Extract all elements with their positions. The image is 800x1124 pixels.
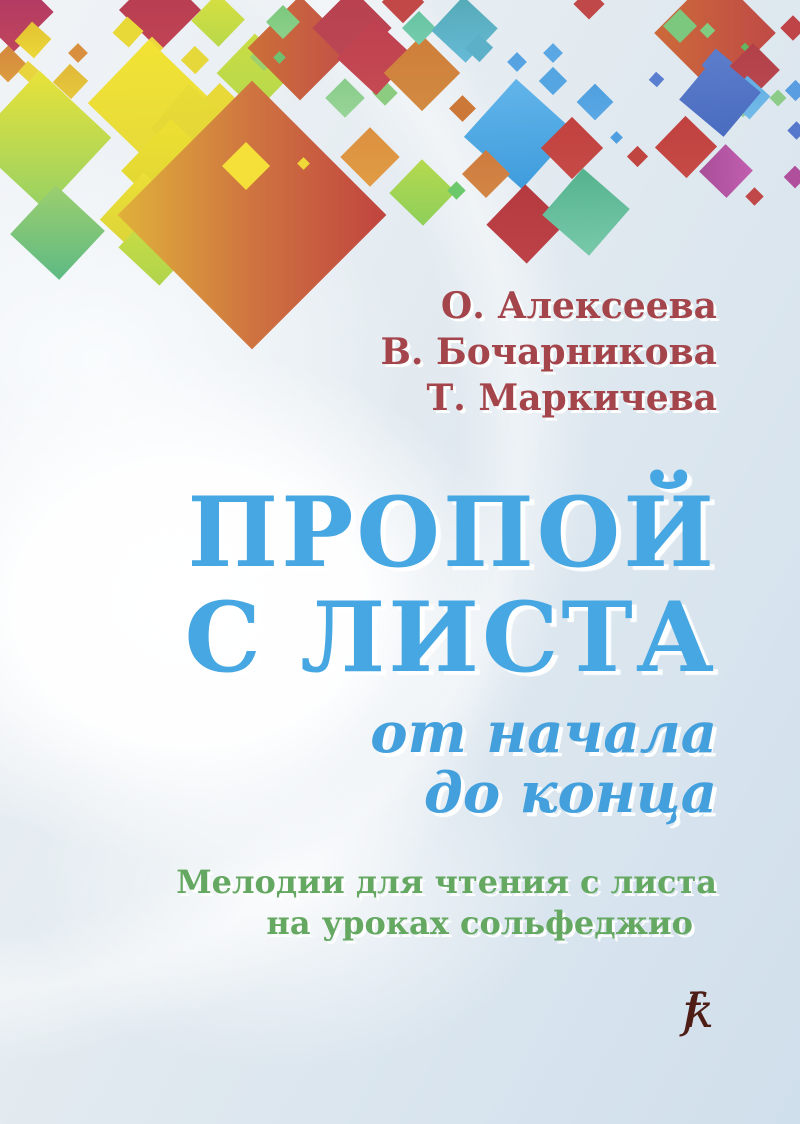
description-line-1: Мелодии для чтения с листа [176, 863, 717, 901]
decor-square [770, 90, 787, 107]
decor-square [325, 78, 365, 118]
decor-square [787, 121, 800, 139]
decor-square [542, 168, 629, 255]
decor-square [610, 131, 623, 144]
decor-square [389, 159, 455, 225]
book-description [176, 862, 717, 944]
decor-square [449, 95, 476, 122]
decor-square [507, 52, 527, 72]
title-line-1: ПРОПОЙ [187, 476, 717, 589]
author-name-2: В. Бочарникова [380, 331, 717, 373]
description-line-2: на уроках сольфеджио [266, 904, 693, 942]
decor-square [10, 185, 105, 280]
decor-square [539, 67, 567, 95]
author-name-3: Т. Маркичева [426, 377, 717, 419]
decor-square [573, 0, 604, 20]
subtitle-line-2: до конца [423, 760, 717, 826]
decor-square [626, 145, 647, 166]
author-block [380, 283, 717, 421]
author-name-1: О. Алексеева [440, 285, 717, 327]
decor-square [577, 84, 614, 121]
decor-square [191, 0, 245, 47]
publisher-logo-icon: fk [682, 984, 700, 1039]
decor-square [784, 166, 800, 189]
decor-square [648, 71, 664, 87]
decor-square [780, 15, 800, 40]
decor-square [68, 43, 88, 63]
book-title [184, 476, 717, 694]
decor-square [543, 43, 563, 63]
book-subtitle [370, 700, 717, 826]
decor-square [181, 46, 209, 74]
title-line-2: С ЛИСТА [184, 581, 717, 694]
subtitle-line-1: от начала [370, 700, 717, 766]
decor-square [745, 187, 763, 205]
